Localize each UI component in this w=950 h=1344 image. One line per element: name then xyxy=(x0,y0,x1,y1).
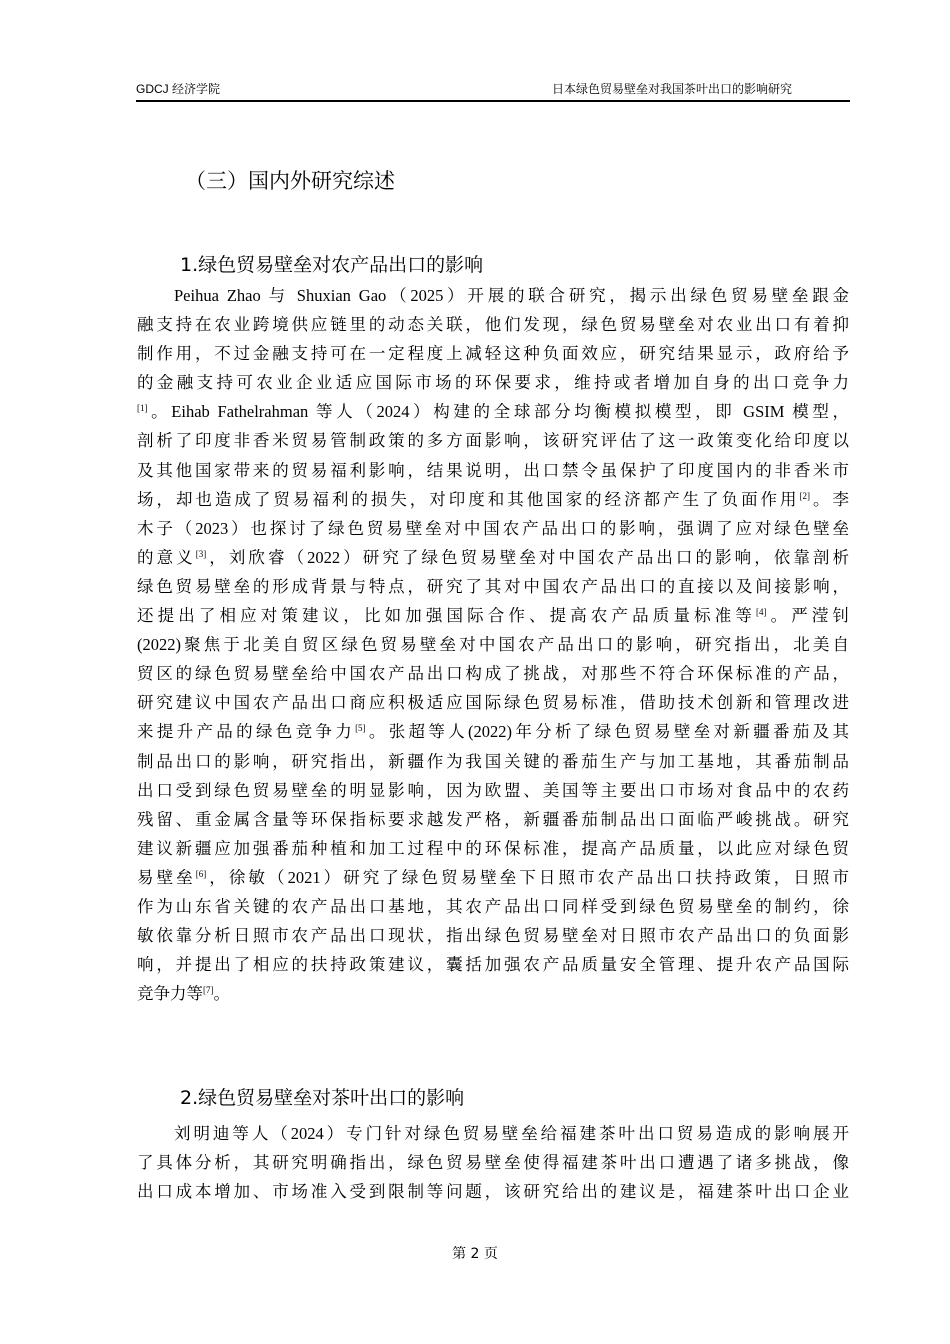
text-line: 制作用，不过金融支持可在一定程度上减轻这种负面效应，研究结果显示，政府给予 xyxy=(137,344,849,364)
citation: [7] xyxy=(203,985,214,996)
text-line: 刘明迪等人（2024）专门针对绿色贸易壁垒给福建茶叶出口贸易造成的影响展开 xyxy=(174,1124,849,1143)
text-line: 还提出了相应对策建议，比如加强国际合作、提高农产品质量标准等[4]。严滢钊 xyxy=(137,606,850,626)
text-line: 来提升产品的绿色竞争力[5]。张超等人(2022)年分析了绿色贸易壁垒对新疆番茄及其 xyxy=(137,722,849,742)
text-line: 研究建议中国农产品出口商应积极适应国际绿色贸易标准，借助技术创新和管理改进 xyxy=(137,693,849,713)
text-line: 贸区的绿色贸易壁垒给中国农产品出口构成了挑战，对那些不符合环保标准的产品， xyxy=(137,664,849,684)
text-line: 易壁垒[6]，徐敏（2021）研究了绿色贸易壁垒下日照市农产品出口扶持政策，日照市 xyxy=(137,867,850,887)
subsection-2-body xyxy=(137,1119,849,1206)
text-line: 场，却也造成了贸易福利的损失，对印度和其他国家的经济都产生了负面作用[2]。李 xyxy=(137,489,850,509)
citation: [5] xyxy=(355,723,366,734)
text-line: [1]。Eihab Fathelrahman 等人（2024）构建的全球部分均衡模拟模型，即 GSIM 模型， xyxy=(137,402,849,422)
text-line: 作为山东省关键的农产品出口基地，其农产品出口同样受到绿色贸易壁垒的制约，徐 xyxy=(137,896,849,916)
text-line: 敏依靠分析日照市农产品出口现状，指出绿色贸易壁垒对日照市农产品出口的负面影 xyxy=(137,926,849,946)
text-line: 的意义[3]，刘欣睿（2022）研究了绿色贸易壁垒对中国农产品出口的影响，依靠剖析 xyxy=(137,547,850,567)
subsection-2-title: 2.绿色贸易壁垒对茶叶出口的影响 xyxy=(180,1087,465,1109)
subsection-1-body xyxy=(137,281,849,1008)
text-line: 响，并提出了相应的扶持政策建议，囊括加强农产品质量安全管理、提升农产品国际 xyxy=(137,955,849,975)
header-divider xyxy=(136,100,850,102)
header-school-name: GDCJ 经济学院 xyxy=(136,82,221,96)
text-line: Peihua Zhao 与 Shuxian Gao（2025）开展的联合研究，揭示出绿色贸易壁垒跟金 xyxy=(174,286,849,305)
text-line: 了具体分析，其研究明确指出，绿色贸易壁垒使得福建茶叶出口遭遇了诸多挑战，像 xyxy=(137,1153,849,1173)
text-line: 融支持在农业跨境供应链里的动态关联，他们发现，绿色贸易壁垒对农业出口有着抑 xyxy=(137,315,849,335)
text-line: 出口受到绿色贸易壁垒的明显影响，因为欧盟、美国等主要出口市场对食品中的农药 xyxy=(137,780,849,800)
text-line: 的金融支持可农业企业适应国际市场的环保要求，维持或者增加自身的出口竞争力 xyxy=(137,373,849,393)
subsection-1-title: 1.绿色贸易壁垒对农产品出口的影响 xyxy=(180,254,484,276)
section-title: （三）国内外研究综述 xyxy=(185,169,395,193)
citation: [4] xyxy=(755,607,767,618)
citation: [3] xyxy=(195,548,207,559)
text-line: 剖析了印度非香米贸易管制政策的多方面影响，该研究评估了这一政策变化给印度以 xyxy=(137,431,849,451)
page-header xyxy=(136,78,850,100)
page-number: 第 2 页 xyxy=(452,1246,498,1262)
text-line: 残留、重金属含量等环保指标要求越发严格，新疆番茄制品出口面临严峻挑战。研究 xyxy=(137,809,849,829)
text-line: 出口成本增加、市场准入受到限制等问题，该研究给出的建议是，福建茶叶出口企业 xyxy=(137,1182,849,1202)
citation: [6] xyxy=(195,868,207,879)
text-line: 制品出口的影响，研究指出，新疆作为我国关键的番茄生产与加工基地，其番茄制品 xyxy=(137,751,849,771)
citation: [1] xyxy=(137,403,148,414)
citation: [2] xyxy=(799,490,811,501)
text-line: 木子（2023）也探讨了绿色贸易壁垒对中国农产品出口的影响，强调了应对绿色壁垒 xyxy=(137,518,849,538)
header-document-title: 日本绿色贸易壁垒对我国茶叶出口的影响研究 xyxy=(551,82,792,96)
text-line: 竞争力等[7]。 xyxy=(137,984,230,1004)
text-line: 及其他国家带来的贸易福利影响，结果说明，出口禁令虽保护了印度国内的非香米市 xyxy=(137,460,849,480)
text-line: (2022)聚焦于北美自贸区绿色贸易壁垒对中国农产品出口的影响，研究指出，北美自 xyxy=(137,635,849,655)
text-line: 绿色贸易壁垒的形成背景与特点，研究了其对中国农产品出口的直接以及间接影响， xyxy=(137,576,849,596)
text-line: 建议新疆应加强番茄种植和加工过程中的环保标准，提高产品质量，以此应对绿色贸 xyxy=(137,838,849,858)
